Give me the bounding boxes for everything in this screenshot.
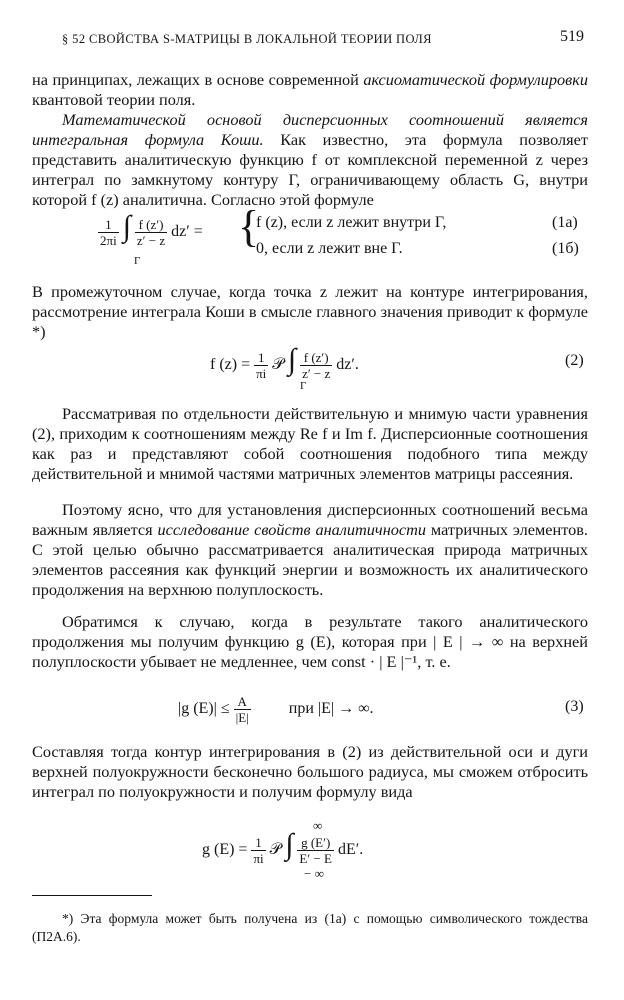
- eq1-integrand: [135, 217, 167, 248]
- eq2-coef-num: 1: [257, 349, 265, 365]
- integral-sign: ∫: [122, 210, 131, 243]
- eq2-label: (2): [565, 352, 584, 369]
- p5-emphasis: исследование свойств аналитичности: [157, 520, 427, 539]
- eq1-contour-sub: Г: [134, 255, 141, 267]
- page-number: 519: [560, 28, 584, 45]
- eq2-lhs: f (z) =: [210, 356, 251, 373]
- integral-sign: ∫: [287, 343, 297, 376]
- eq4-coef-den: πi: [253, 850, 264, 866]
- eq3-den: |E|: [235, 710, 249, 725]
- equation-4: [202, 830, 363, 866]
- eq4-upper-limit: ∞: [313, 818, 323, 833]
- eq1-int-den: z′ − z: [136, 232, 166, 248]
- p5-text-a: Поэтому ясно, что для установления дисперсионных соотношений весьма важным является: [32, 500, 588, 539]
- eq4-lower-limit: − ∞: [304, 866, 324, 881]
- eq1-coef-num: 1: [105, 216, 112, 232]
- eq3-bound: [234, 694, 251, 725]
- paragraph-6: Обратимся к случаю, когда в результате такого аналитического продолжения мы получим функцию g (E), которая при | E | → ∞ на верхней полуплоскости убывает не медленнее, чем const · | E |⁻¹, т. е.: [32, 612, 588, 671]
- footnote-divider: [32, 895, 152, 896]
- eq2-coefficient: [254, 350, 268, 381]
- equation-2: [210, 345, 359, 381]
- paragraph-7: Составляя тогда контур интегрирования в (2) из действительной оси и дуги верхней полуокружности бесконечно большого радиуса, мы сможем отбросить интеграл по полуокружности и получим формулу вида: [32, 742, 588, 801]
- eq1-case-2: 0, если z лежит вне Г.: [256, 240, 403, 257]
- eq4-num: g (E′): [301, 834, 331, 850]
- paragraph-3: В промежуточном случае, когда точка z лежит на контуре интегрирования, рассмотрение интеграла Коши в смысле главного значения приводит к формуле *): [32, 282, 588, 341]
- eq1-label-b: (1б): [552, 240, 579, 257]
- eq1-coefficient: [98, 217, 119, 248]
- eq2-differential: dz′.: [336, 356, 359, 373]
- p1-text-a: на принципах, лежащих в основе современной: [32, 70, 364, 89]
- eq1-int-num: f (z′): [138, 216, 164, 232]
- eq4-den: E′ − E: [299, 850, 332, 866]
- paragraph-5: [32, 500, 588, 600]
- eq4-coefficient: [251, 835, 265, 866]
- eq3-label: (3): [565, 698, 584, 715]
- paragraph-4: Рассматривая по отдельности действительную и мнимую части уравнения (2), приходим к соотношениям между Re f и Im f. Дисперсионные соотношения как раз и представляют собой соотношения подобного типа между действительной и мнимой частями матричных элементов матрицы рассеяния.: [32, 404, 588, 483]
- eq2-coef-den: πi: [256, 365, 267, 381]
- eq2-den: z′ − z: [302, 365, 331, 381]
- eq1-label-a: (1а): [552, 214, 578, 231]
- running-title: § 52 СВОЙСТВА S-МАТРИЦЫ В ЛОКАЛЬНОЙ ТЕОРИИ ПОЛЯ: [62, 32, 432, 46]
- eq4-integrand: [297, 835, 334, 866]
- eq1-differential: dz′ =: [171, 223, 203, 240]
- eq2-integrand: [300, 350, 332, 381]
- principal-value-symbol: 𝒫: [272, 356, 284, 373]
- eq3-condition: при |E| → ∞.: [288, 700, 374, 718]
- principal-value-symbol: 𝒫: [269, 841, 282, 858]
- eq1-coef-den: 2πi: [100, 232, 117, 248]
- eq4-lhs: g (E) =: [202, 841, 248, 858]
- eq1-case-1: f (z), если z лежит внутри Г,: [256, 214, 447, 231]
- equation-3: [178, 694, 374, 725]
- eq3-lhs: |g (E)| ≤: [178, 700, 230, 718]
- p5-text-c: матричных элементов. С этой целью обычно рассматривается аналитическая природа матричных элементов рассеяния как функций энергии и возможность их аналитического продолжения на верхнюю полуплоскость.: [32, 520, 589, 599]
- eq2-num: f (z′): [303, 349, 329, 365]
- running-head: [62, 32, 582, 47]
- equation-1-lhs: [98, 212, 203, 248]
- p2-emphasis: Математической основой дисперсионных соотношений является интегральная формула Коши.: [32, 110, 588, 149]
- p1-text-c: квантовой теории поля.: [32, 90, 196, 109]
- paragraph-2: [32, 110, 588, 210]
- eq4-coef-num: 1: [255, 834, 262, 850]
- p1-emphasis: аксиоматической формулировки: [363, 70, 588, 89]
- eq2-contour-sub: Г: [300, 380, 307, 392]
- p2-text: Как известно, эта формула позволяет представить аналитическую функцию f от комплексной переменной z через интеграл по замкнутому контуру Г, ограничивающему область G, внутри которой f (z) аналитична. Согласно этой формуле: [32, 130, 588, 209]
- footnote: *) Эта формула может быть получена из (1а) с помощью символического тождества (П2А.6).: [32, 911, 588, 944]
- eq1-brace: {: [238, 202, 260, 251]
- eq3-num: A: [237, 694, 247, 709]
- eq4-differential: dE′.: [337, 841, 364, 858]
- integral-sign: ∫: [285, 828, 294, 861]
- paragraph-1: [32, 70, 588, 110]
